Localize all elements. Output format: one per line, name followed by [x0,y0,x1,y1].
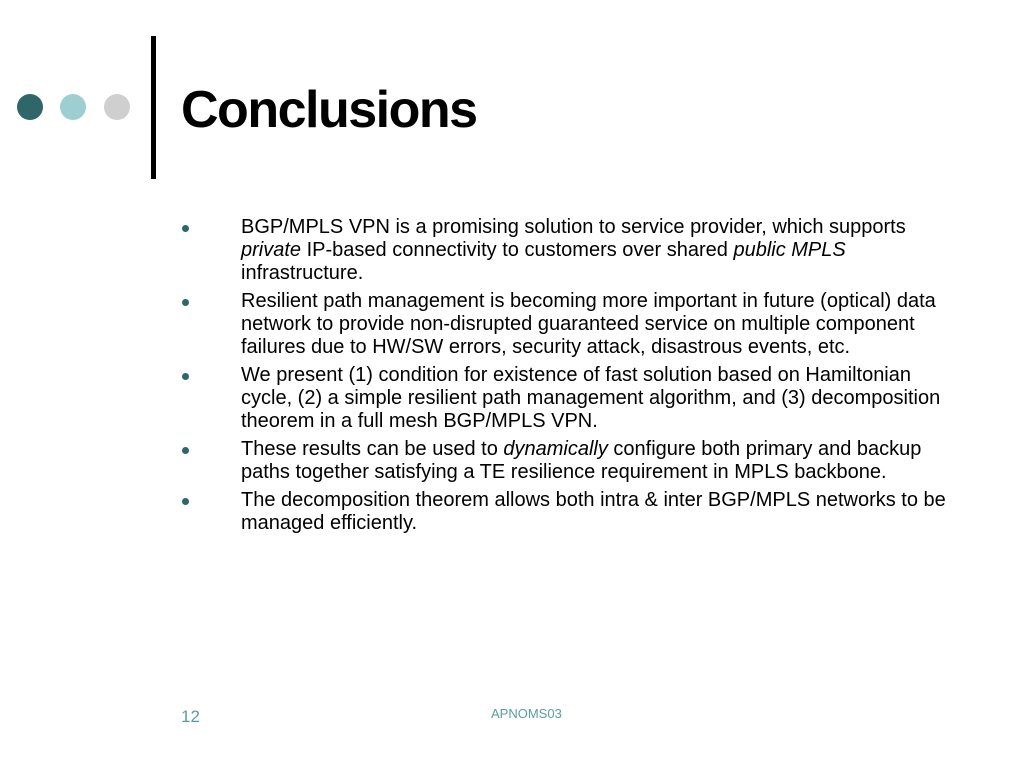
bullet-text: BGP/MPLS VPN is a promising solution to service provider, which supports private IP-based connectivity to customers over shared public MPLS infrastructure. [241,216,906,284]
bullet-text: We present (1) condition for existence of fast solution based on Hamiltonian cycle, (2) a simple resilient path management algorithm, and (3) decomposition theorem in a full mesh BGP/MPLS VPN. [241,364,941,432]
bullet-item [180,438,950,484]
bullet-icon [182,447,189,454]
bullet-icon [182,299,189,306]
bullet-list [180,216,950,540]
bullet-item [180,216,950,285]
footer-text: APNOMS03 [491,706,562,721]
bullet-item [180,489,950,535]
decorative-dot-dark [17,94,43,120]
slide-title: Conclusions [181,81,477,139]
decorative-dot-gray [104,94,130,120]
bullet-text: Resilient path management is becoming more important in future (optical) data network to provide non-disrupted guaranteed service on multiple component failures due to HW/SW errors, security attack, disastrous events, etc. [241,290,936,358]
bullet-text: The decomposition theorem allows both intra & inter BGP/MPLS networks to be managed efficiently. [241,489,946,534]
bullet-item [180,364,950,433]
bullet-icon [182,373,189,380]
bullet-icon [182,225,189,232]
decorative-dot-light [60,94,86,120]
bullet-item [180,290,950,359]
page-number: 12 [181,707,200,726]
title-divider [151,36,156,179]
bullet-icon [182,498,189,505]
bullet-text: These results can be used to dynamically configure both primary and backup paths together satisfying a TE resilience requirement in MPLS backbone. [241,438,922,483]
